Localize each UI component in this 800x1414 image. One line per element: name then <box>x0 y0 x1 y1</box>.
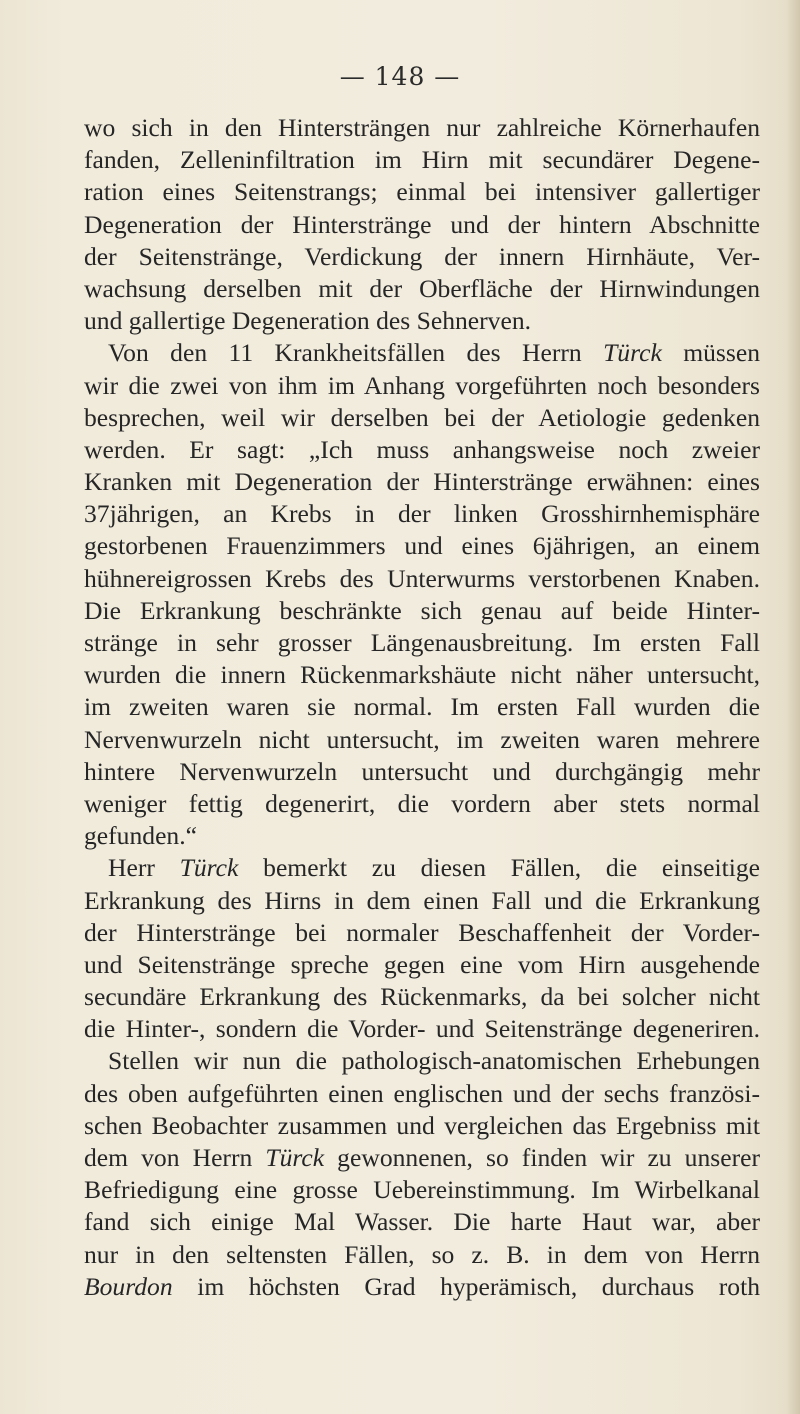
text-run: weniger fettig degenerirt, die vordern aber stets normal <box>84 788 760 818</box>
text-line <box>84 112 760 144</box>
text-run: Von den 11 Krankheitsfällen des Herrn <box>108 338 604 368</box>
text-line <box>84 1206 760 1238</box>
text-run: müssen <box>661 338 760 368</box>
text-run: fanden, Zelleninfiltration im Hirn mit secundärer Degene- <box>84 145 760 175</box>
text-run: des oben aufgeführten einen englischen und der sechs französi- <box>84 1078 760 1108</box>
text-line <box>84 1045 760 1077</box>
body-text <box>84 112 760 1303</box>
text-run: wo sich in den Hintersträngen nur zahlreiche Körnerhaufen <box>84 113 760 142</box>
text-line <box>84 788 760 820</box>
text-run: gewonnenen, so finden wir zu unserer <box>324 1143 760 1172</box>
text-line <box>84 724 760 756</box>
text-run: wurden die innern Rückenmarkshäute nicht näher untersucht, <box>84 660 760 690</box>
text-line <box>84 627 760 659</box>
text-line <box>84 1239 760 1271</box>
text-run: im zweiten waren sie normal. Im ersten Fall wurden die <box>84 692 760 722</box>
text-run: und gallertige Degeneration des Sehnerven. <box>84 306 532 336</box>
text-run: fand sich einige Mal Wasser. Die harte Haut war, aber <box>84 1207 760 1237</box>
text-line <box>84 273 760 305</box>
text-run: wir die zwei von ihm im Anhang vorgeführten noch besonders <box>84 370 760 400</box>
text-run: secundäre Erkrankung des Rückenmarks, da bei solcher nicht <box>84 982 760 1012</box>
text-line <box>84 209 760 241</box>
text-run: schen Beobachter zusammen und vergleichen das Ergebniss mit <box>84 1110 760 1140</box>
text-line <box>84 949 760 981</box>
text-run: bemerkt zu diesen Fällen, die einseitige <box>238 853 760 883</box>
text-line <box>84 1078 760 1110</box>
italic-name: Türck <box>603 338 662 368</box>
text-run: der Seitenstränge, Verdickung der innern Hirnhäute, Ver- <box>84 241 760 271</box>
text-line <box>84 241 760 273</box>
text-line <box>84 563 760 595</box>
text-run: ration eines Seitenstrangs; einmal bei intensiver gallertiger <box>84 177 760 207</box>
page-edge-shadow <box>786 0 800 1414</box>
text-run: Nervenwurzeln nicht untersucht, im zweiten waren mehrere <box>84 724 760 754</box>
text-line <box>84 885 760 917</box>
text-run: wachsung derselben mit der Oberfläche der Hirnwindungen <box>84 273 760 303</box>
text-line <box>84 917 760 949</box>
text-line <box>84 981 760 1013</box>
text-run: und Seitenstränge spreche gegen eine vom Hirn ausgehende <box>84 949 760 979</box>
text-line <box>84 1110 760 1142</box>
text-run: hintere Nervenwurzeln untersucht und durchgängig mehr <box>84 756 760 786</box>
text-line <box>84 1142 760 1174</box>
text-line <box>84 176 760 208</box>
text-line <box>84 434 760 466</box>
text-run: Befriedigung eine grosse Uebereinstimmung. Im Wirbelkanal <box>84 1175 760 1205</box>
text-line <box>84 370 760 402</box>
text-run: dem von Herrn <box>84 1143 266 1172</box>
text-line <box>84 659 760 691</box>
text-run: Kranken mit Degeneration der Hinterstränge erwähnen: eines <box>84 467 760 497</box>
text-run: 37jährigen, an Krebs in der linken Grosshirnhemisphäre <box>84 499 760 529</box>
text-run: werden. Er sagt: „Ich muss anhangsweise noch zweier <box>84 434 760 464</box>
text-line <box>84 756 760 788</box>
text-run: gefunden.“ <box>84 821 197 851</box>
text-line <box>84 1271 760 1303</box>
text-line <box>84 1174 760 1206</box>
text-run: Degeneration der Hinterstränge und der hintern Abschnitte <box>84 209 760 239</box>
text-run: gestorbenen Frauenzimmers und eines 6jährigen, an einem <box>84 531 760 561</box>
text-line <box>84 691 760 723</box>
text-line <box>84 820 760 852</box>
text-run: der Hinterstränge bei normaler Beschaffenheit der Vorder- <box>84 917 760 947</box>
text-line <box>84 402 760 434</box>
text-line <box>84 498 760 530</box>
text-line <box>84 1013 760 1045</box>
text-line <box>84 144 760 176</box>
text-line <box>84 852 760 884</box>
text-line <box>84 530 760 562</box>
text-line <box>84 466 760 498</box>
text-run: hühnereigrossen Krebs des Unterwurms verstorbenen Knaben. <box>84 563 760 593</box>
text-run: stränge in sehr grosser Längenausbreitung. Im ersten Fall <box>84 628 760 657</box>
text-run: im höchsten Grad hyperämisch, durchaus roth <box>172 1271 760 1301</box>
text-line <box>84 305 760 337</box>
text-line <box>84 595 760 627</box>
italic-name: Türck <box>265 1143 325 1172</box>
text-run: besprechen, weil wir derselben bei der Aetiologie gedenken <box>84 402 760 432</box>
text-run: Die Erkrankung beschränkte sich genau auf beide Hinter- <box>84 595 760 625</box>
text-run: die Hinter-, sondern die Vorder- und Seitenstränge degeneriren. <box>84 1014 760 1044</box>
text-run: Erkrankung des Hirns in dem einen Fall und die Erkrankung <box>84 885 760 915</box>
text-line <box>84 337 760 369</box>
text-run: Herr <box>108 853 180 883</box>
italic-name: Bourdon <box>84 1271 173 1301</box>
italic-name: Türck <box>179 853 239 883</box>
text-run: Stellen wir nun die pathologisch-anatomischen Erhebungen <box>108 1046 760 1076</box>
page-number: — 148 — <box>339 62 461 91</box>
text-run: nur in den seltensten Fällen, so z. B. in dem von Herrn <box>84 1239 760 1269</box>
